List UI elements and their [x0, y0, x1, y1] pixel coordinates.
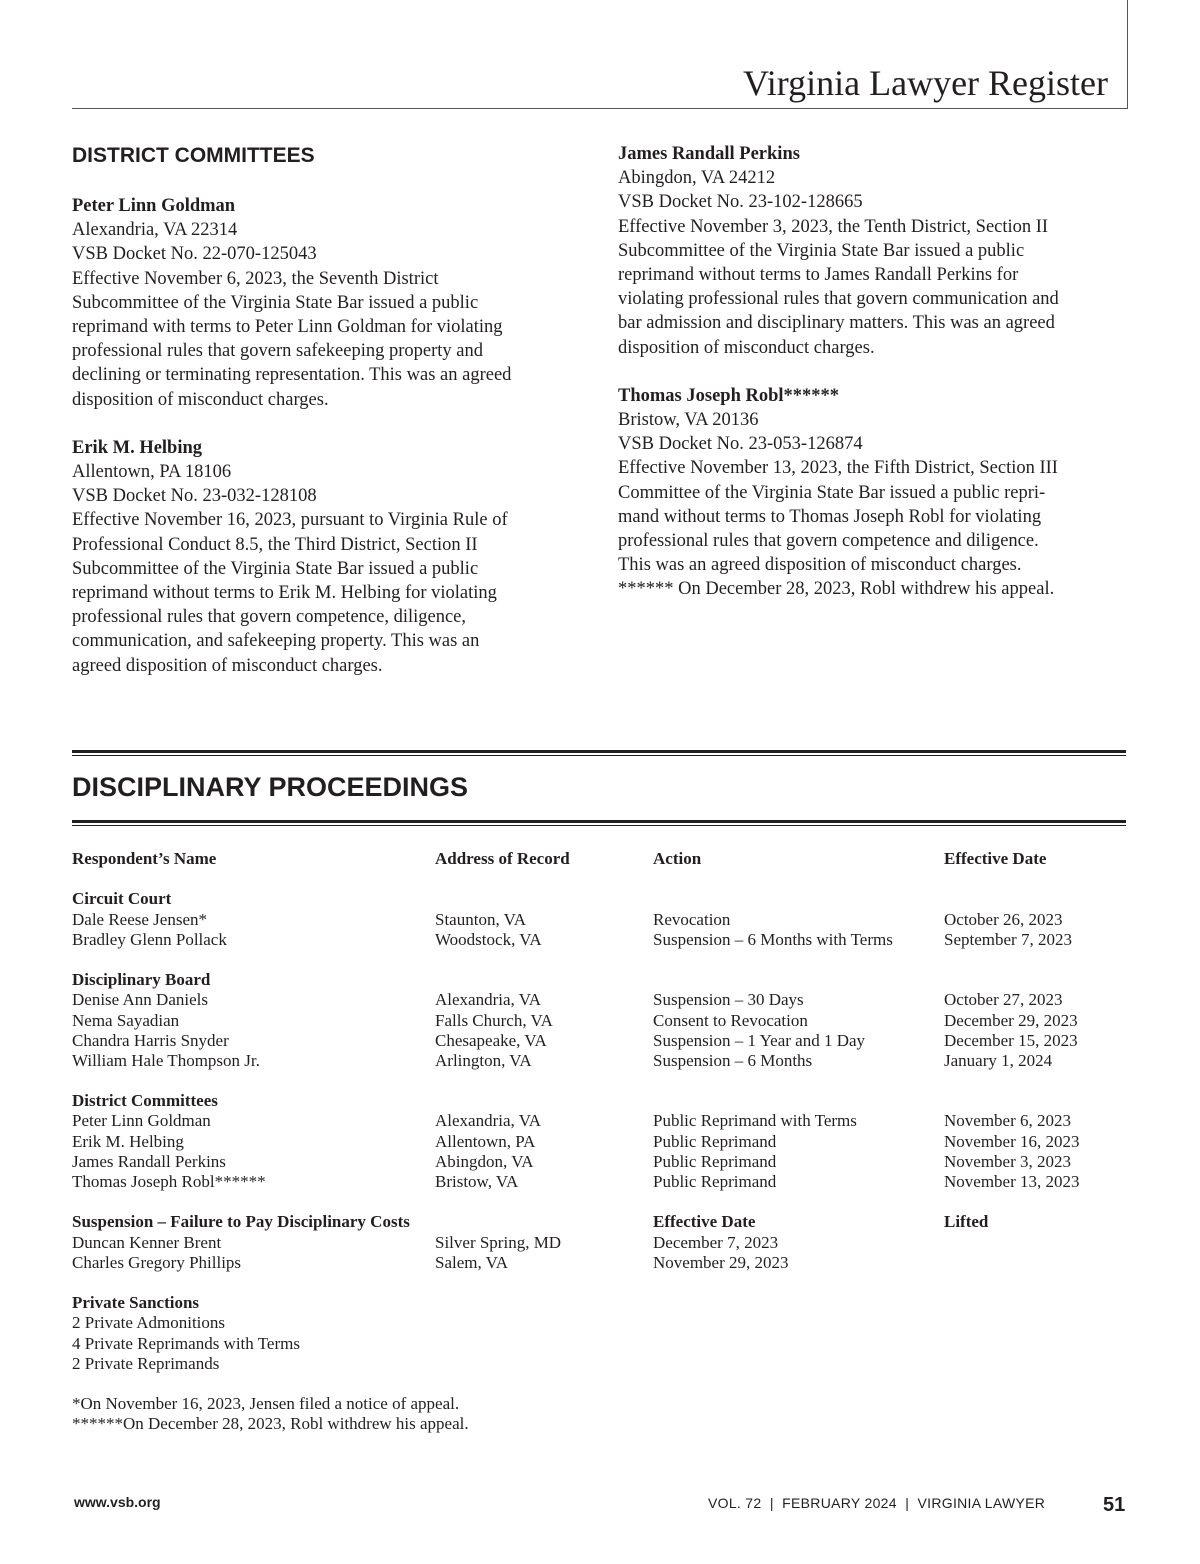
entry-text-line: mand without terms to Thomas Joseph Robl for violating [618, 506, 1042, 527]
cell-address: Staunton, VA [435, 909, 527, 929]
footnote [72, 1394, 1128, 1414]
group-label-row [72, 1293, 1128, 1313]
entry-text-line: communication, and safekeeping property. This was an [72, 631, 480, 652]
cell-action: Public Reprimand with Terms [653, 1111, 857, 1131]
page-header-title: Virginia Lawyer Register [742, 63, 1108, 103]
cell-address: Woodstock, VA [435, 929, 542, 949]
group-label-row [72, 1091, 1128, 1111]
private-sanctions-rows [72, 1313, 1128, 1374]
entry-text-line: Bristow, VA 20136 [618, 410, 759, 431]
entry-text-line: VSB Docket No. 23-102-128665 [618, 192, 863, 213]
cell-action: Suspension – 6 Months [653, 1050, 813, 1070]
footnotes [72, 1394, 1128, 1434]
suspension-lifted-label: Lifted [944, 1212, 989, 1232]
cell-effective-date: January 1, 2024 [944, 1050, 1053, 1070]
cell-effective-date: October 26, 2023 [944, 909, 1063, 929]
cell-effective-date: November 13, 2023 [944, 1172, 1080, 1191]
group-label-row [72, 889, 1128, 909]
group-label-suspension-costs: Suspension – Failure to Pay Disciplinary Costs [72, 1212, 410, 1232]
district-committees-right-column [618, 142, 1128, 626]
table-row [72, 1011, 1128, 1031]
cell-address: Salem, VA [435, 1252, 509, 1272]
entry-text-line: ****** On December 28, 2023, Robl withdrew his appeal. [618, 579, 1055, 600]
column-header-address: Address of Record [435, 849, 570, 868]
suspension-costs-rows [72, 1233, 1128, 1273]
cell-respondent-name: Chandra Harris Snyder [72, 1030, 229, 1050]
list-item [72, 1354, 1128, 1374]
cell-respondent-name: Nema Sayadian [72, 1010, 180, 1030]
entry-text-line: Effective November 6, 2023, the Seventh District [72, 268, 439, 289]
entry-text-line: violating professional rules that govern communication and [618, 289, 1059, 310]
cell-action: Suspension – 6 Months with Terms [653, 929, 893, 949]
district-committees-heading: DISTRICT COMMITTEES [72, 144, 315, 167]
cell-effective-date: December 15, 2023 [944, 1030, 1078, 1050]
cell-respondent-name: Erik M. Helbing [72, 1131, 184, 1151]
section-rule-bottom-thin [72, 825, 1126, 826]
cell-action: Suspension – 30 Days [653, 990, 804, 1010]
cell-action: Public Reprimand [653, 1151, 777, 1171]
entry-text-line: bar admission and disciplinary matters. This was an agreed [618, 313, 1055, 334]
cell-action: Public Reprimand [653, 1131, 777, 1151]
entry-text-line: VSB Docket No. 23-053-126874 [618, 434, 863, 455]
entry-text-line: Subcommittee of the Virginia State Bar issued a public [72, 292, 479, 313]
cell-address: Silver Spring, MD [435, 1232, 562, 1252]
cell-respondent-name: Charles Gregory Phillips [72, 1252, 242, 1272]
cell-respondent-name: Peter Linn Goldman [72, 1111, 211, 1131]
cell-effective-date: December 29, 2023 [944, 1010, 1078, 1030]
cell-respondent-name: William Hale Thompson Jr. [72, 1050, 260, 1070]
disciplinary-proceedings-table [72, 849, 1128, 1434]
right-entries [618, 142, 1128, 602]
group-label-row [72, 970, 1128, 990]
table-row [72, 990, 1128, 1010]
group-label-circuit-court: Circuit Court [72, 889, 172, 909]
footnote-text: ******On December 28, 2023, Robl withdrew his appeal. [72, 1414, 469, 1434]
respondent-name: Erik M. Helbing [72, 437, 203, 458]
column-header-effective-date: Effective Date [944, 849, 1047, 868]
disciplinary-board-rows [72, 990, 1128, 1071]
cell-address: Abingdon, VA [435, 1151, 534, 1171]
entry-text-line: Abingdon, VA 24212 [618, 168, 776, 189]
suspension-effective-date-label: Effective Date [653, 1212, 756, 1232]
private-sanction-item: 2 Private Admonitions [72, 1313, 225, 1333]
cell-action: Revocation [653, 909, 731, 929]
cell-effective-date: November 16, 2023 [944, 1131, 1080, 1151]
cell-respondent-name: James Randall Perkins [72, 1151, 226, 1171]
private-sanction-item: 2 Private Reprimands [72, 1353, 220, 1373]
cell-effective-date: September 7, 2023 [944, 929, 1072, 949]
circuit-court-rows [72, 910, 1128, 950]
footer-issue: VOL. 72 | FEBRUARY 2024 | VIRGINIA LAWYER [708, 1495, 1046, 1511]
footnote-text: *On November 16, 2023, Jensen filed a notice of appeal. [72, 1394, 460, 1414]
entry-text-line: This was an agreed disposition of misconduct charges. [618, 555, 1022, 576]
table-row [72, 1152, 1128, 1172]
list-item [72, 1313, 1128, 1333]
entry [72, 194, 572, 412]
entry-text-line: Alexandria, VA 22314 [72, 220, 238, 241]
entry-text-line: reprimand without terms to James Randall Perkins for [618, 265, 1019, 286]
section-rule-bottom-thick [72, 820, 1126, 823]
list-item [72, 1334, 1128, 1354]
cell-address: Falls Church, VA [435, 1010, 553, 1030]
cell-action: December 7, 2023 [653, 1232, 779, 1252]
cell-address: Alexandria, VA [435, 1111, 542, 1131]
district-committees-rows [72, 1111, 1128, 1192]
cell-respondent-name: Bradley Glenn Pollack [72, 929, 227, 949]
entry-text-line: VSB Docket No. 23-032-128108 [72, 486, 317, 507]
cell-action: Consent to Revocation [653, 1010, 808, 1030]
entry-text-line: Committee of the Virginia State Bar issued a public repri- [618, 482, 1046, 503]
entry-text-line: declining or terminating representation. This was an agreed [72, 365, 512, 386]
section-rule-top-thick [72, 750, 1126, 753]
entry-text-line: Subcommittee of the Virginia State Bar issued a public [72, 558, 479, 579]
entry-text-line: agreed disposition of misconduct charges. [72, 655, 383, 676]
entry-text-line: professional rules that govern safekeeping property and [72, 341, 483, 362]
entry-text-line: Effective November 16, 2023, pursuant to Virginia Rule of [72, 510, 508, 531]
cell-address: Alexandria, VA [435, 990, 542, 1010]
entry-text-line: reprimand with terms to Peter Linn Goldman for violating [72, 317, 503, 338]
table-row [72, 1172, 1128, 1192]
cell-address: Chesapeake, VA [435, 1030, 547, 1050]
entry-text-line: professional rules that govern competence, diligence, [72, 607, 467, 628]
entry-text-line: reprimand without terms to Erik M. Helbing for violating [72, 583, 497, 604]
group-label-private-sanctions: Private Sanctions [72, 1293, 200, 1313]
respondent-name: Thomas Joseph Robl****** [618, 385, 840, 406]
table-row [72, 1111, 1128, 1131]
cell-action: Public Reprimand [653, 1172, 777, 1191]
header-vertical-rule [1127, 0, 1128, 109]
entry [618, 142, 1128, 360]
cell-respondent-name: Duncan Kenner Brent [72, 1232, 222, 1252]
entry-text-line: disposition of misconduct charges. [72, 389, 329, 410]
cell-effective-date: November 3, 2023 [944, 1151, 1072, 1171]
cell-action: November 29, 2023 [653, 1252, 789, 1272]
cell-respondent-name: Dale Reese Jensen* [72, 909, 208, 929]
cell-respondent-name: Denise Ann Daniels [72, 990, 208, 1010]
respondent-name: Peter Linn Goldman [72, 196, 236, 216]
cell-respondent-name: Thomas Joseph Robl****** [72, 1172, 266, 1191]
cell-address: Arlington, VA [435, 1050, 532, 1070]
entry [618, 384, 1128, 602]
page-number: 51 [1103, 1494, 1126, 1516]
table-row [72, 910, 1128, 930]
table-row [72, 1031, 1128, 1051]
private-sanction-item: 4 Private Reprimands with Terms [72, 1333, 300, 1353]
table-row [72, 1051, 1128, 1071]
group-label-row [72, 1212, 1128, 1232]
footnote [72, 1414, 1128, 1434]
cell-address: Allentown, PA [435, 1131, 536, 1151]
disciplinary-proceedings-title: DISCIPLINARY PROCEEDINGS [72, 772, 469, 802]
district-committees-left-column [72, 142, 572, 702]
entry-text-line: professional rules that govern competence and diligence. [618, 531, 1039, 552]
group-label-disciplinary-board: Disciplinary Board [72, 970, 211, 990]
table-row [72, 930, 1128, 950]
entry-text-line: VSB Docket No. 22-070-125043 [72, 244, 317, 265]
cell-action: Suspension – 1 Year and 1 Day [653, 1030, 866, 1050]
entry [72, 436, 572, 678]
respondent-name: James Randall Perkins [618, 144, 800, 164]
left-entries [72, 194, 572, 678]
cell-effective-date: November 6, 2023 [944, 1111, 1072, 1131]
entry-text-line: disposition of misconduct charges. [618, 337, 875, 358]
group-label-district-committees: District Committees [72, 1091, 218, 1111]
section-rule-top-thin [72, 755, 1126, 756]
footer-website: www.vsb.org [74, 1494, 161, 1510]
table-row [72, 1233, 1128, 1253]
table-row [72, 1132, 1128, 1152]
entry-text-line: Effective November 13, 2023, the Fifth District, Section III [618, 458, 1058, 479]
entry-text-line: Allentown, PA 18106 [72, 462, 232, 483]
cell-address: Bristow, VA [435, 1172, 519, 1191]
entry-text-line: Subcommittee of the Virginia State Bar issued a public [618, 240, 1025, 261]
entry-text-line: Professional Conduct 8.5, the Third District, Section II [72, 534, 478, 555]
table-row [72, 1253, 1128, 1273]
column-header-name: Respondent’s Name [72, 849, 217, 868]
cell-effective-date: October 27, 2023 [944, 990, 1063, 1010]
table-header-row [72, 849, 1128, 869]
entry-text-line: Effective November 3, 2023, the Tenth District, Section II [618, 216, 1049, 237]
header-rule [72, 108, 1128, 109]
column-header-action: Action [653, 849, 702, 868]
